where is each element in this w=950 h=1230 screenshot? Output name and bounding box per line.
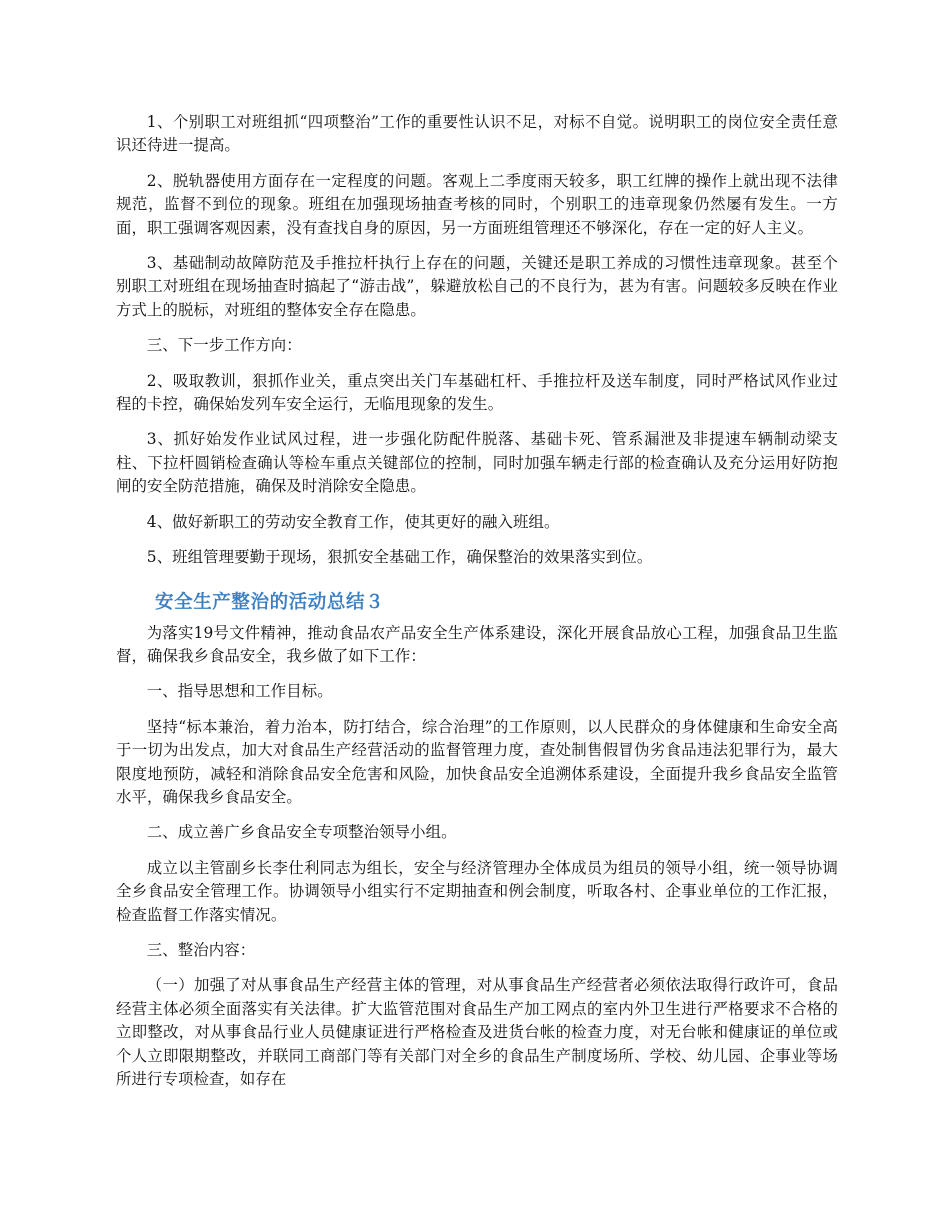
section-three-heading: 三、下一步工作方向： <box>146 336 302 355</box>
guiding-ideology-paragraph: 坚持“标本兼治，着力治本，防打结合，综合治理”的工作原则，以人民群众的身体健康和生命安全高于一切为出发点，加大对食品生产经营活动的监督管理力度，查处制售假冒伪劣食品违法犯罪行为，最大限度地预防，减轻和消除食品安全危害和风险，加快食品安全追溯体系建设，全面提升我乡食品安全监管水平，确保我乡食品安全。 <box>116 717 838 806</box>
section-title: 安全生产整治的活动总结３ <box>155 591 385 613</box>
leadership-group-heading: 二、成立善广乡食品安全专项整治领导小组。 <box>146 823 457 842</box>
paragraph-step-3: 3、抓好始发作业试风过程，进一步强化防配件脱落、基础卡死、管系漏泄及非提速车辆制动梁支柱、下拉杆圆销检查确认等检车重点关键部位的控制，同时加强车辆走行部的检查确认及充分运用好防抱闸的安全防范措施，确保及时消除安全隐患。 <box>116 430 838 496</box>
paragraph-item-3: 3、基础制动故障防范及手推拉杆执行上存在的问题，关键还是职工养成的习惯性违章现象。甚至个别职工对班组在现场抽查时搞起了“游击战”，躲避放松自己的不良行为，甚为有害。问题较多反映在作业方式上的脱标，对班组的整体安全存在隐患。 <box>116 254 838 319</box>
guiding-ideology-heading: 一、指导思想和工作目标。 <box>146 682 333 701</box>
rectification-item-1: （一）加强了对从事食品生产经营主体的管理，对从事食品生产经营者必须依法取得行政许可，食品经营主体必须全面落实有关法律。扩大监管范围对食品生产加工网点的室内外卫生进行严格要求不合格的立即整改，对从事食品行业人员健康证进行严格检查及进货台帐的检查力度，对无台帐和健康证的单位或个人立即限期整改，并联同工商部门等有关部门对全乡的食品生产制度场所、学校、幼儿园、企事业等场所进行专项检查，如存在 <box>116 976 838 1088</box>
paragraph-step-5: 5、班组管理要勤于现场，狠抓安全基础工作，确保整治的效果落实到位。 <box>146 548 653 567</box>
paragraph-item-2: 2、脱轨器使用方面存在一定程度的问题。客观上二季度雨天较多，职工红牌的操作上就出现不法律规范，监督不到位的现象。班组在加强现场抽查考核的同时，个别职工的违章现象仍然屡有发生。一方面，职工强调客观因素，没有查找自身的原因，另一方面班组管理还不够深化，存在一定的好人主义。 <box>116 171 838 237</box>
paragraph-item-1: 1、个别职工对班组抓“四项整治”工作的重要性认识不足，对标不自觉。说明职工的岗位安全责任意识还待进一提高。 <box>116 113 838 155</box>
rectification-content-heading: 三、整治内容： <box>146 940 256 959</box>
paragraph-step-2: 2、吸取教训，狠抓作业关，重点突出关门车基础杠杆、手推拉杆及送车制度，同时严格试风作业过程的卡控，确保始发列车安全运行，无临甩现象的发生。 <box>116 371 838 414</box>
leadership-group-paragraph: 成立以主管副乡长李仕利同志为组长，安全与经济管理办全体成员为组员的领导小组，统一领导协调全乡食品安全管理工作。协调领导小组实行不定期抽查和例会制度，听取各村、企事业单位的工作汇报，检查监督工作落实情况。 <box>116 858 838 924</box>
intro-paragraph: 为落实19号文件精神，推动食品农产品安全生产体系建设，深化开展食品放心工程，加强食品卫生监督，确保我乡食品安全，我乡做了如下工作： <box>116 623 838 665</box>
paragraph-step-4: 4、做好新职工的劳动安全教育工作，使其更好的融入班组。 <box>146 512 560 531</box>
